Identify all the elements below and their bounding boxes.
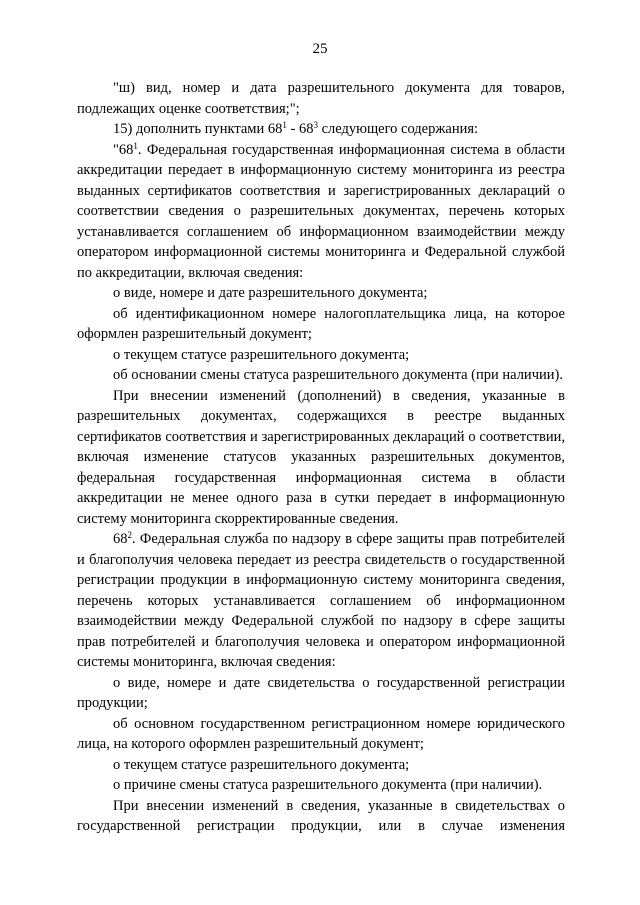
text-run: "68: [113, 141, 134, 158]
list-item: о виде, номере и дате разрешительного документа;: [113, 285, 428, 301]
list-item: о виде, номере и дате свидетельства о государственной регистрации продукции;: [77, 674, 565, 711]
text-run: следующего содержания:: [317, 121, 479, 137]
paragraph-changes-1: При внесении изменений (дополнений) в сведения, указанные в разрешительных документах, содержащихся в реестре выданных сертификатов соответствия и зарегистрированных деклараций о соответствии, включая изменение статусов указанных разрешительных документов, федеральная государственная информационная система в области аккредитации не менее одного раза в сутки передает в информационную систему мониторинга скорректированные сведения.: [77, 387, 565, 527]
text-run: - 68: [286, 121, 314, 137]
list-item: об основании смены статуса разрешительного документа (при наличии).: [113, 367, 563, 383]
text-run: . Федеральная государственная информационная система в области аккредитации передает в информационную систему мониторинга из реестра выданных сертификатов соответствия и зарегистрированных деклараций о соответствии сведения о разрешительных документах, перечень которых устанавливается соглашением об информационном взаимодействии между оператором информационной системы мониторинга и Федеральной службой по аккредитации, включая сведения:: [77, 141, 565, 281]
page-number: 25: [312, 41, 328, 57]
text-run: . Федеральная служба по надзору в сфере защиты прав потребителей и благополучия человека передает из реестра свидетельств о государственной регистрации продукции в информационную систему мониторинга сведения, перечень которых устанавливается соглашением об информационном взаимодействии между Федеральной службой по надзору в сфере защиты прав потребителей и благополучия человека и оператором информационной системы мониторинга, включая сведения:: [77, 531, 565, 670]
list-item: о текущем статусе разрешительного документа;: [113, 346, 410, 363]
paragraph-item-15: [77, 119, 565, 140]
list-item: о текущем статусе разрешительного документа;: [113, 756, 410, 773]
document-body: [77, 78, 565, 837]
paragraph-68-2: [77, 529, 565, 673]
superscript: 3: [313, 120, 318, 130]
list-item: об основном государственном регистрационном номере юридического лица, на которого оформлен разрешительный документ;: [77, 715, 565, 752]
paragraph-item-sh: "ш) вид, номер и дата разрешительного документа для товаров, подлежащих оценке соответствия;";: [77, 80, 565, 117]
list-item: об идентификационном номере налогоплательщика лица, на которое оформлен разрешительный документ;: [77, 305, 565, 342]
list-item: о причине смены статуса разрешительного документа (при наличии).: [113, 777, 543, 793]
paragraph-changes-2: При внесении изменений в сведения, указанные в свидетельствах о государственной регистрации продукции, или в случае изменения: [77, 797, 565, 834]
text-run: 68: [113, 531, 128, 547]
superscript: 1: [133, 140, 138, 151]
superscript: 1: [282, 120, 287, 130]
paragraph-68-1: [77, 140, 565, 284]
superscript: 2: [127, 530, 132, 540]
text-run: 15) дополнить пунктами 68: [113, 121, 283, 137]
